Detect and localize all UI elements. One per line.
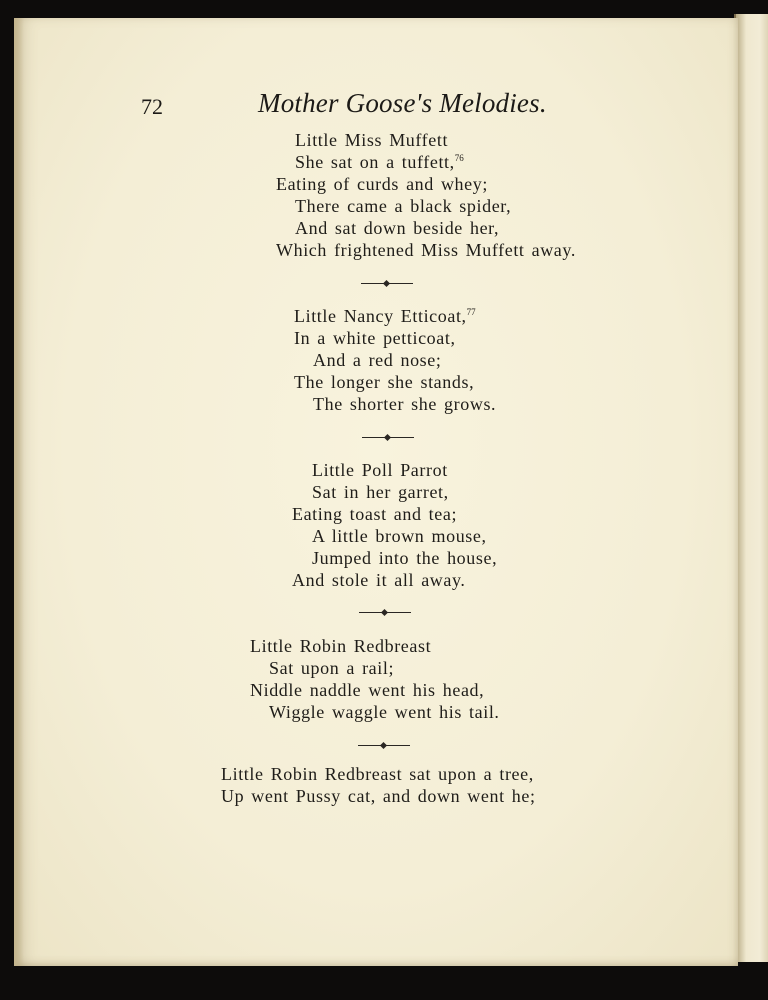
poem-1-line-3: Eating of curds and whey;	[276, 174, 488, 194]
page-gutter-shadow	[14, 18, 24, 966]
section-divider	[359, 612, 411, 613]
section-divider	[361, 283, 413, 284]
poem-1-line-2-text: She sat on a tuffett,	[295, 152, 455, 172]
poem-1-line-5: And sat down beside her,	[295, 218, 500, 238]
poem-4-line-3: Niddle naddle went his head,	[250, 680, 485, 700]
poem-3-line-6: And stole it all away.	[292, 570, 466, 590]
running-title: Mother Goose's Melodies.	[258, 88, 547, 118]
poem-2-line-1	[294, 306, 476, 327]
section-divider	[362, 437, 414, 438]
poem-2-line-1-text: Little Nancy Etticoat,	[294, 306, 467, 326]
poem-4-line-2: Sat upon a rail;	[269, 658, 395, 678]
poem-1-line-2	[295, 152, 464, 173]
poem-2-line-5: The shorter she grows.	[313, 394, 497, 414]
poem-1-line-6: Which frightened Miss Muffett away.	[276, 240, 576, 260]
poem-4-line-1: Little Robin Redbreast	[250, 636, 432, 656]
poem-2-line-3: And a red nose;	[313, 350, 442, 370]
poem-1-line-1: Little Miss Muffett	[295, 130, 449, 150]
footnote-mark: 76	[454, 153, 464, 163]
poem-1-line-4: There came a black spider,	[295, 196, 512, 216]
poem-2-line-4: The longer she stands,	[294, 372, 475, 392]
poem-3-line-5: Jumped into the house,	[312, 548, 498, 568]
poem-3-line-2: Sat in her garret,	[312, 482, 449, 502]
poem-2-line-2: In a white petticoat,	[294, 328, 456, 348]
footnote-mark: 77	[466, 307, 476, 317]
page-number: 72	[141, 94, 163, 119]
poem-3-line-3: Eating toast and tea;	[292, 504, 458, 524]
adjacent-page-edge	[734, 14, 768, 962]
poem-5-line-1: Little Robin Redbreast sat upon a tree,	[221, 764, 534, 784]
poem-3-line-4: A little brown mouse,	[312, 526, 487, 546]
section-divider	[358, 745, 410, 746]
poem-4-line-4: Wiggle waggle went his tail.	[269, 702, 500, 722]
poem-5-line-2: Up went Pussy cat, and down went he;	[221, 786, 536, 806]
poem-3-line-1: Little Poll Parrot	[312, 460, 448, 480]
